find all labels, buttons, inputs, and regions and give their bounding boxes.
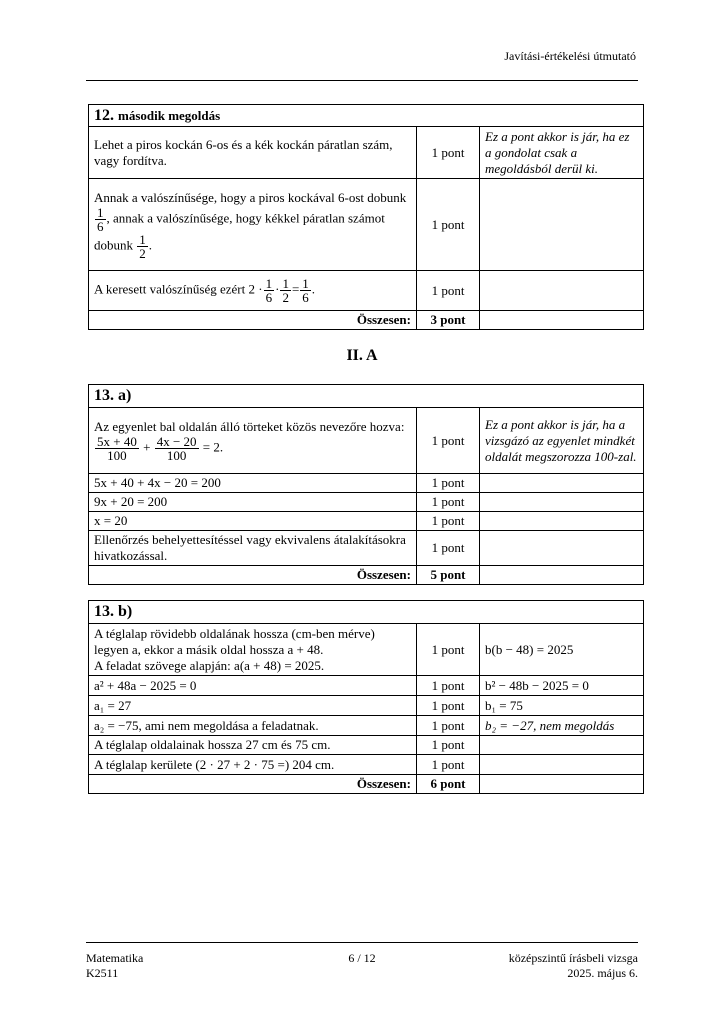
- criterion-text: 9x + 20 = 200: [89, 493, 417, 512]
- criterion-text: x = 20: [89, 512, 417, 531]
- note-cell: Ez a pont akkor is jár, ha ez a gondolat csak a megoldásból derül ki.: [480, 127, 644, 179]
- points-cell: 1 pont: [417, 474, 480, 493]
- footer-date: 2025. május 6.: [567, 966, 638, 980]
- points-cell: 1 pont: [417, 624, 480, 676]
- table-row: [89, 474, 644, 493]
- criterion-text: Annak a valószínűsége, hogy a piros kockával 6-ost dobunk $\frac{1}{6}$ , annak a valószínűsége, hogy kékkel páratlan számot dobunk $\frac{1}{2}$ .: [89, 179, 417, 271]
- footer-divider: [86, 942, 638, 943]
- table-row: [89, 736, 644, 755]
- table-row: [89, 676, 644, 696]
- criterion-text: A téglalap kerülete (2 · 27 + 2 · 75 =) 204 cm.: [89, 755, 417, 775]
- total-label: Összesen:: [89, 311, 417, 330]
- section-title: II. A: [346, 347, 378, 364]
- task-13a-table: [88, 384, 644, 585]
- header-divider: [86, 80, 638, 81]
- table-row: [89, 127, 644, 179]
- points-cell: 1 pont: [417, 736, 480, 755]
- note-cell: Ez a pont akkor is jár, ha a vizsgázó az egyenlet mindkét oldalát megszorozza 100-zal.: [480, 408, 644, 474]
- task-12-table: [88, 104, 644, 330]
- points-cell: 1 pont: [417, 127, 480, 179]
- note-cell: [480, 755, 644, 775]
- note-cell: b₁ = 75: [480, 696, 644, 716]
- table-row: [89, 271, 644, 311]
- footer-exam: középszintű írásbeli vizsga: [508, 951, 638, 965]
- note-cell: b₂ = −27, nem megoldás: [480, 716, 644, 736]
- page-number: 6 / 12: [348, 951, 376, 965]
- fraction: $\frac{4x - 20}{100}$: [156, 434, 197, 463]
- note-cell: [480, 775, 644, 794]
- points-cell: 1 pont: [417, 696, 480, 716]
- task-13b-table: [88, 600, 644, 794]
- criterion-text: Lehet a piros kockán 6-os és a kék kockán páratlan szám, vagy fordítva.: [89, 127, 417, 179]
- fraction: $\frac{1}{6}$: [265, 276, 273, 305]
- note-cell: [480, 512, 644, 531]
- points-cell: 1 pont: [417, 408, 480, 474]
- table-row: [89, 624, 644, 676]
- total-row: [89, 311, 644, 330]
- criterion-text: A keresett valószínűség ezért 2 · $\frac{1}{6}$ · $\frac{1}{2}$ = $\frac{1}{6}$ .: [89, 271, 417, 311]
- note-cell: [480, 311, 644, 330]
- note-cell: [480, 474, 644, 493]
- criterion-text: a₁ = 27: [89, 696, 417, 716]
- task-13b-heading: 13. b): [89, 601, 644, 624]
- total-label: Összesen:: [89, 566, 417, 585]
- note-cell: [480, 736, 644, 755]
- criterion-text: a² + 48a − 2025 = 0: [89, 676, 417, 696]
- note-cell: [480, 531, 644, 566]
- note-cell: [480, 493, 644, 512]
- task-12-heading: 12. második megoldás: [89, 105, 644, 127]
- total-points: 6 pont: [417, 775, 480, 794]
- criterion-text: A téglalap oldalainak hossza 27 cm és 75 cm.: [89, 736, 417, 755]
- points-cell: 1 pont: [417, 755, 480, 775]
- note-cell: b² − 48b − 2025 = 0: [480, 676, 644, 696]
- points-cell: 1 pont: [417, 512, 480, 531]
- points-cell: 1 pont: [417, 531, 480, 566]
- table-row: [89, 408, 644, 474]
- table-row: [89, 531, 644, 566]
- fraction: $\frac{1}{6}$: [97, 205, 104, 234]
- table-row: [89, 179, 644, 271]
- points-cell: 1 pont: [417, 676, 480, 696]
- fraction: $\frac{1}{6}$: [302, 276, 309, 305]
- table-row: [89, 755, 644, 775]
- criterion-text: A téglalap rövidebb oldalának hossza (cm-ben mérve) legyen a, ekkor a másik oldal hossza a + 48. A feladat szövege alapján: a(a + 48) = 2025.: [89, 624, 417, 676]
- task-13a-heading: 13. a): [89, 385, 644, 408]
- total-points: 3 pont: [417, 311, 480, 330]
- points-cell: 1 pont: [417, 179, 480, 271]
- table-row: [89, 696, 644, 716]
- table-row: [89, 493, 644, 512]
- footer-right: [509, 951, 638, 981]
- criterion-text: Az egyenlet bal oldalán álló törteket közös nevezőre hozva: $\frac{5x + 40}{100}$ + $\frac{4x - 20}{100}$ = 2.: [89, 408, 417, 474]
- total-row: [89, 775, 644, 794]
- fraction: $\frac{5x + 40}{100}$: [97, 434, 137, 463]
- points-cell: 1 pont: [417, 493, 480, 512]
- total-label: Összesen:: [89, 775, 417, 794]
- fraction: $\frac{1}{2}$: [282, 276, 289, 305]
- footer-subject: Matematika: [86, 951, 144, 965]
- points-cell: 1 pont: [417, 271, 480, 311]
- table-row: [89, 716, 644, 736]
- criterion-text: a₂ = −75, ami nem megoldása a feladatnak.: [89, 716, 417, 736]
- note-cell: [480, 179, 644, 271]
- criterion-text: Ellenőrzés behelyettesítéssel vagy ekvivalens átalakításokra hivatkozással.: [89, 531, 417, 566]
- note-cell: [480, 566, 644, 585]
- points-cell: 1 pont: [417, 716, 480, 736]
- footer-code: K2511: [86, 966, 119, 980]
- header-title: Javítási-értékelési útmutató: [504, 49, 636, 63]
- fraction: $\frac{1}{2}$: [139, 232, 146, 261]
- total-points: 5 pont: [417, 566, 480, 585]
- table-row: [89, 512, 644, 531]
- note-cell: b(b − 48) = 2025: [480, 624, 644, 676]
- criterion-text: 5x + 40 + 4x − 20 = 200: [89, 474, 417, 493]
- total-row: [89, 566, 644, 585]
- note-cell: [480, 271, 644, 311]
